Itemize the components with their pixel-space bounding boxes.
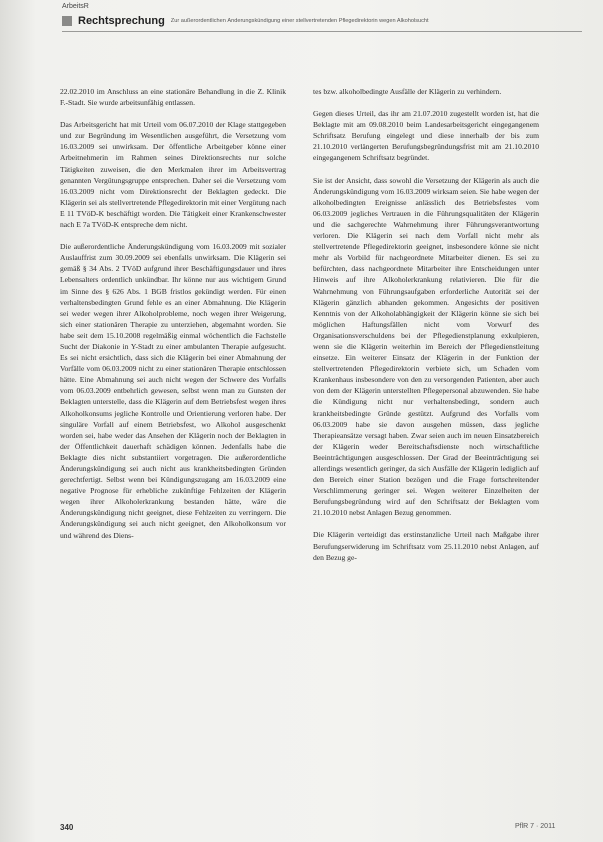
section-title: Rechtsprechung <box>78 15 165 27</box>
running-head: ArbeitsR <box>62 3 89 10</box>
section-marker-icon <box>62 16 72 26</box>
left-column <box>60 86 286 552</box>
header-rule <box>62 31 582 32</box>
section-subtitle: Zur außerordentlichen Änderungskündigung einer stellvertretenden Pflegedirektorin wegen Alkoholsucht <box>170 18 429 24</box>
paragraph: Sie ist der Ansicht, dass sowohl die Versetzung der Klägerin als auch die Änderungskündigung vom 16.03.2009 wirksam seien. Sie habe wegen der alkoholbedingten Ereignisse anlässlich des Betriebsfestes vom 06.03.2009 jegliches Vertrauen in die Führungsqualitäten der Klägerin und die sachgerechte Wahrnehmung ihrer Führungsverantwortung verloren. Die Klägerin sei nach dem Vorfall nicht mehr als stellvertretende Pflegedirektorin geeignet, insbesondere könne sie nicht mehr als Vorbild für nachgeordnete Mitarbeiter dienen. Es sei zu befürchten, dass nachgeordnete Mitarbeiter ihre Entscheidungen unter Hinweis auf ihre Alkoholerkrankung relativieren. Die für die Wahrnehmung von Führungsaufgaben erforderliche Autorität sei der Klägerin gänzlich abhanden gekommen. Angesichts der positiven Kenntnis von der Alkoholabhängigkeit der Klägerin könne sie sich bei möglichen Haftungsfällen nicht vom Vorwurf des Organisationsverschuldens bei der Pflegedienstplanung exkulpieren, wenn sie die Klägerin weiterhin im Bereich der Pflegedienstleitung einsetze. Ein weiterer Einsatz der Klägerin in der Funktion der stellvertretenden Pflegedirektorin verbiete sich, um Schaden vom Krankenhaus insbesondere von den zu versorgenden Patienten, aber auch von dem der Klägerin unterstellten Pflegepersonal abzuwenden. Sie habe die Kündigung nicht nur verhaltensbedingt, sondern auch krankheitsbedingte Gründe gestützt. Aufgrund des Vorfalls vom 06.03.2009 habe sie davon ausgehen müssen, dass jegliche Therapieansätze versagt haben. Zwar seien auch im neuen Einsatzbereich der Klägerin weder Bereitschaftsdienste noch wirtschaftliche Beeinträchtigungen ausgeschlossen. Der Grad der Beeinträchtigung sei allerdings wesentlich geringer, da sich Ausfälle der Klägerin lediglich auf den Bereich einer Station bezögen und die Frage fortschreitender Verschlimmerung geringer sei. Wegen weiterer Einzelheiten der Berufungsbegründung wird auf den Schriftsatz der Beklagten vom 21.10.2010 nebst Anlagen Bezug genommen. <box>313 175 539 518</box>
page-number: 340 <box>60 823 74 832</box>
paragraph: tes bzw. alkoholbedingte Ausfälle der Klägerin zu verhindern. <box>313 87 502 96</box>
journal-reference: PflR 7 · 2011 <box>515 823 556 830</box>
paragraph: Die Klägerin verteidigt das erstinstanzliche Urteil nach Maßgabe ihrer Berufungserwiderung im Schriftsatz vom 25.11.2010 nebst Anlagen, auf den Bezug ge- <box>313 530 539 562</box>
paragraph: Das Arbeitsgericht hat mit Urteil vom 06.07.2010 der Klage stattgegeben und zur Begründung im Wesentlichen ausgeführt, die Versetzung vom 16.03.2009 sei unwirksam. Der öffentliche Arbeitgeber könne einer Arbeitnehmerin im Rahmen seines Direktionsrechts nur solche Tätigkeiten zuweisen, die den Merkmalen ihrer im Arbeitsvertrag genannten Vergütungsgruppe entsprechen. Daher sei die Versetzung vom 16.03.2009 nicht vom Direktionsrecht der Beklagten gedeckt. Die Klägerin sei als stellvertretende Pflegedirektorin mit einer Vergütung nach E 11 TVöD-K beschäftigt worden. Die Tätigkeit einer Krankenschwester nach E 7a TVöD-K entspreche dem nicht. <box>60 120 286 230</box>
paragraph: Die außerordentliche Änderungskündigung vom 16.03.2009 mit sozialer Auslauffrist zum 30.09.2009 sei ebenfalls unwirksam. Die Klägerin sei gemäß § 34 Abs. 2 TVöD aufgrund ihrer Beschäftigungsdauer und ihres Lebensalters ordentlich unkündbar. Ihr könne nur aus wichtigem Grund im Sinne des § 626 Abs. 1 BGB fristlos gekündigt werden. Für einen verhaltensbedingten Grund fehle es an einer Abmahnung. Die Klägerin sei weder wegen ihrer Alkoholprobleme, noch wegen ihrer Weigerung, sich einer stationären Therapie zu unterziehen, abgemahnt worden. Sie habe seit dem 15.10.2008 regelmäßig einmal wöchentlich die Fachstelle Sucht der Diakonie in Y-Stadt zu einer ambulanten Therapie aufgesucht. Es sei nicht ersichtlich, dass sich die Klägerin bei einer Abmahnung der Vorfälle vom 06.03.2009 nicht zu einer stationären Therapie entschlossen hätte. Eine Abmahnung sei auch nicht wegen der Schwere des Vorfalls vom 06.03.2009 entbehrlich gewesen, selbst wenn man zu Gunsten der Beklagten unterstelle, dass die Klägerin auf dem Betriebsfest wegen ihres Alkoholkonsums jegliche Kontrolle und Orientierung verloren habe. Der singuläre Vorfall auf einem Betriebsfest, wo Alkohol ausgeschenkt worden sei, habe weder das Ansehen der Klägerin noch der Beklagten in der Öffentlichkeit dauerhaft schädigen können. Jedenfalls habe die Beklagte dies nicht substantiiert vorgetragen. Die außerordentliche Änderungskündigung sei auch nicht aus krankheitsbedingten Gründen gerechtfertigt. Selbst wenn bei Kündigungszugang am 16.03.2009 eine negative Prognose für erhebliche zukünftige Fehlzeiten der Klägerin wegen ihrer Alkoholerkrankung bestanden hätte, wäre die Änderungskündigung nicht geeignet, diese Fehlzeiten zu verringern. Die Änderungskündigung sei auch nicht geeignet, den Alkoholkonsum vor und während des Diens- <box>60 242 286 540</box>
section-header <box>62 13 582 29</box>
paragraph: 22.02.2010 im Anschluss an eine stationäre Behandlung in die Z. Klinik F.-Stadt. Sie wurde arbeitsunfähig entlassen. <box>60 87 286 108</box>
right-column <box>313 86 539 574</box>
paragraph: Gegen dieses Urteil, das ihr am 21.07.2010 zugestellt worden ist, hat die Beklagte mit am 09.08.2010 beim Landesarbeitsgericht eingegangenem Schriftsatz Berufung eingelegt und diese innerhalb der bis zum 21.10.2010 verlängerten Berufungsbegründungsfrist mit am 21.10.2010 eingegangenem Schriftsatz begründet. <box>313 109 539 163</box>
